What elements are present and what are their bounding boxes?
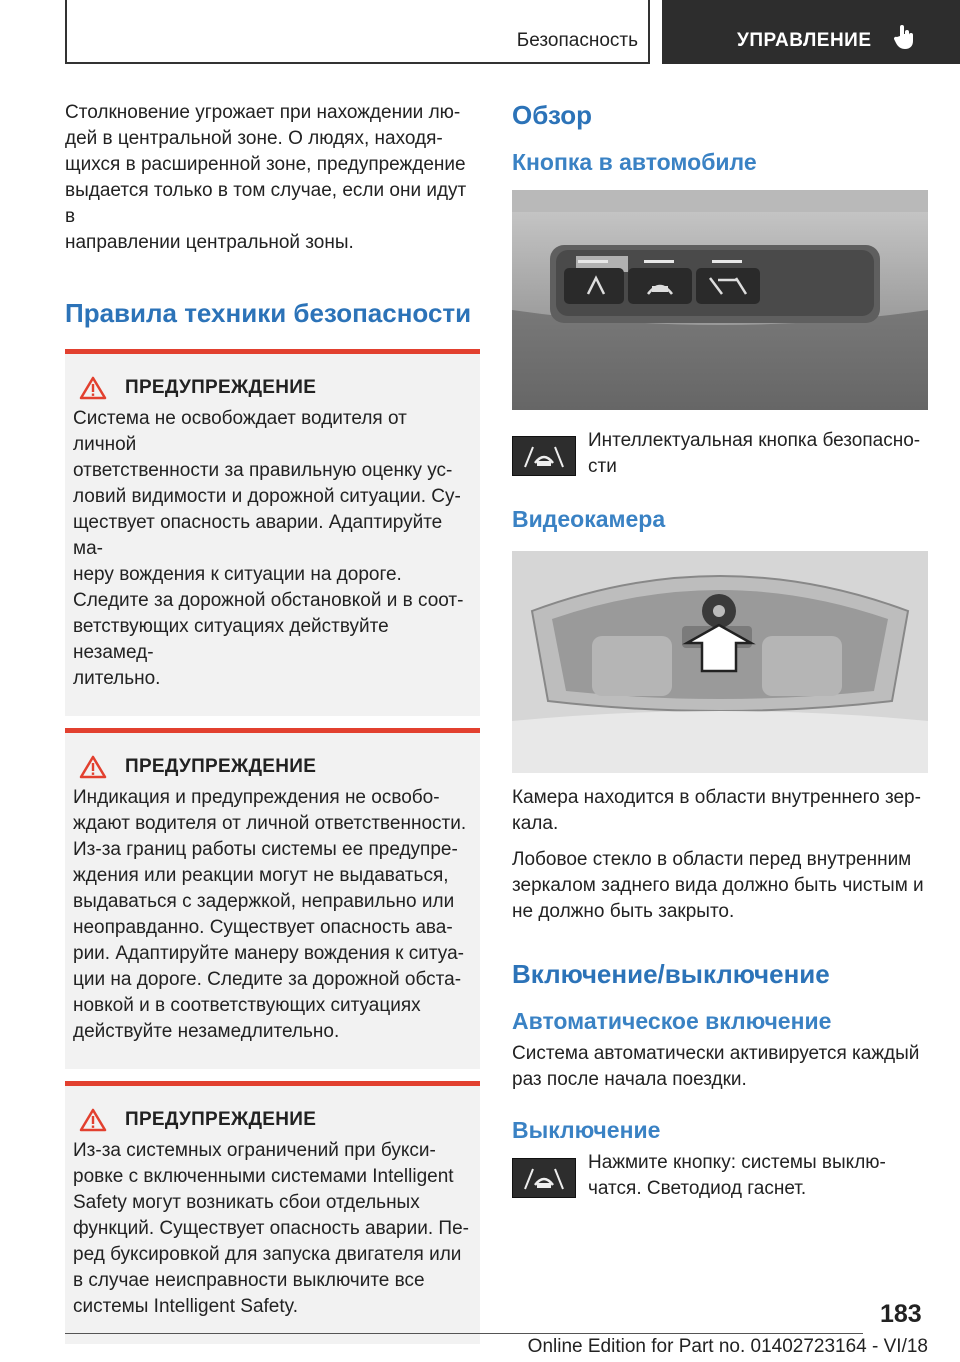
warning-box bbox=[65, 1081, 480, 1344]
text-line: Из-за границ работы системы ее предупре- bbox=[73, 839, 458, 860]
overview-heading: Обзор bbox=[512, 100, 592, 130]
warning-title: ПРЕДУПРЕЖДЕНИЕ bbox=[125, 377, 317, 398]
text-line: Индикация и предупреждения не освобо- bbox=[73, 787, 440, 808]
text-line: рии. Адаптируйте манеру вождения к ситуа- bbox=[73, 943, 464, 964]
text-line: действуйте незамедлительно. bbox=[73, 1021, 340, 1042]
camera-paragraph-2 bbox=[512, 847, 928, 925]
header-chapter-tab bbox=[662, 0, 960, 64]
text-line: системы Intelligent Safety. bbox=[73, 1296, 299, 1317]
footer-rule bbox=[65, 1333, 863, 1334]
text-line: ждают водителя от личной ответственности. bbox=[73, 813, 467, 834]
text-line: чатся. Светодиод гаснет. bbox=[588, 1178, 807, 1199]
safety-button-icon bbox=[512, 1158, 576, 1198]
text-line: ловий видимости и дорожной ситуации. Су- bbox=[73, 486, 461, 507]
text-line: ветствующих ситуациях действуйте незамед- bbox=[73, 616, 389, 663]
off-row bbox=[512, 1150, 928, 1202]
intro-paragraph bbox=[65, 100, 480, 256]
text-line: функций. Существует опасность аварии. Пе- bbox=[73, 1218, 469, 1239]
warning-triangle-icon bbox=[79, 376, 107, 400]
text-line: Safety могут возникать сбои отдельных bbox=[73, 1192, 420, 1213]
text-line: неру вождения к ситуации на дороге. bbox=[73, 564, 402, 585]
text-line: новкой и в соответствующих ситуациях bbox=[73, 995, 421, 1016]
text-line: зеркалом заднего вида должно быть чистым и bbox=[512, 875, 924, 896]
right-column bbox=[512, 100, 928, 1202]
button-panel-illustration bbox=[512, 190, 928, 410]
header-section-title: Безопасность bbox=[516, 30, 638, 51]
text-line: выдаваться с задержкой, неправильно или bbox=[73, 891, 455, 912]
footer-edition: Online Edition for Part no. 01402723164 - VI/18 bbox=[527, 1336, 928, 1357]
camera-illustration bbox=[512, 551, 928, 773]
safety-heading: Правила техники безопасности bbox=[65, 298, 472, 328]
header-bottom-rule bbox=[65, 62, 650, 64]
text-line: Система автоматически активируется каждый bbox=[512, 1043, 920, 1064]
button-panel-photo bbox=[512, 190, 928, 410]
warning-header bbox=[73, 753, 472, 781]
text-line: Лобовое стекло в области перед внутренним bbox=[512, 849, 912, 870]
hand-pointer-icon bbox=[894, 24, 916, 50]
warning-triangle-icon bbox=[79, 1108, 107, 1132]
text-line: раз после начала поездки. bbox=[512, 1069, 747, 1090]
warning-header bbox=[73, 1106, 472, 1134]
text-line: Система не освобождает водителя от личной bbox=[73, 408, 407, 455]
text-line: лительно. bbox=[73, 668, 161, 689]
auto-heading: Автоматическое включение bbox=[512, 1008, 832, 1034]
text-line: дей в центральной зоне. О людях, находя- bbox=[65, 128, 443, 149]
warning-header bbox=[73, 374, 472, 402]
text-line: сти bbox=[588, 456, 617, 477]
auto-paragraph bbox=[512, 1041, 928, 1093]
camera-heading: Видеокамера bbox=[512, 506, 666, 532]
warning-title: ПРЕДУПРЕЖДЕНИЕ bbox=[125, 756, 317, 777]
text-line: ровке с включенными системами Intelligent bbox=[73, 1166, 454, 1187]
text-line: ществует опасность аварии. Адаптируйте ма- bbox=[73, 512, 443, 559]
text-line: Камера находится в области внутреннего зер- bbox=[512, 787, 921, 808]
camera-paragraph-1 bbox=[512, 785, 928, 837]
text-line: ции на дороге. Следите за дорожной обста- bbox=[73, 969, 462, 990]
text-line: Из-за системных ограничений при букси- bbox=[73, 1140, 436, 1161]
page-number: 183 bbox=[880, 1300, 922, 1328]
off-heading: Выключение bbox=[512, 1117, 661, 1143]
onoff-heading: Включение/выключение bbox=[512, 959, 830, 989]
header-chapter-title: УПРАВЛЕНИЕ bbox=[737, 30, 872, 51]
text-line: Столкновение угрожает при нахождении лю- bbox=[65, 102, 461, 123]
safety-button-icon bbox=[512, 436, 576, 476]
text-line: не должно быть закрыто. bbox=[512, 901, 735, 922]
header-divider bbox=[648, 0, 650, 64]
button-heading: Кнопка в автомобиле bbox=[512, 149, 757, 175]
text-line: ответственности за правильную оценку ус- bbox=[73, 460, 453, 481]
text-line: Нажмите кнопку: системы выклю- bbox=[588, 1152, 886, 1173]
camera-photo bbox=[512, 551, 928, 773]
text-line: щихся в расширенной зоне, предупреждение bbox=[65, 154, 466, 175]
warning-box bbox=[65, 349, 480, 716]
text-line: направлении центральной зоны. bbox=[65, 232, 354, 253]
button-caption-row bbox=[512, 428, 928, 480]
warning-box bbox=[65, 728, 480, 1069]
text-line: Следите за дорожной обстановкой и в соот- bbox=[73, 590, 464, 611]
warning-triangle-icon bbox=[79, 755, 107, 779]
text-line: неоправданно. Существует опасность ава- bbox=[73, 917, 453, 938]
text-line: ждения или реакции могут не выдаваться, bbox=[73, 865, 449, 886]
text-line: в случае неисправности выключите все bbox=[73, 1270, 425, 1291]
text-line: ред буксировкой для запуска двигателя или bbox=[73, 1244, 462, 1265]
header-left-rule bbox=[65, 0, 67, 64]
text-line: выдается только в том случае, если они идут в bbox=[65, 180, 467, 227]
text-line: Интеллектуальная кнопка безопасно- bbox=[588, 430, 921, 451]
text-line: кала. bbox=[512, 813, 559, 834]
left-column bbox=[65, 100, 480, 1344]
warning-title: ПРЕДУПРЕЖДЕНИЕ bbox=[125, 1109, 317, 1130]
